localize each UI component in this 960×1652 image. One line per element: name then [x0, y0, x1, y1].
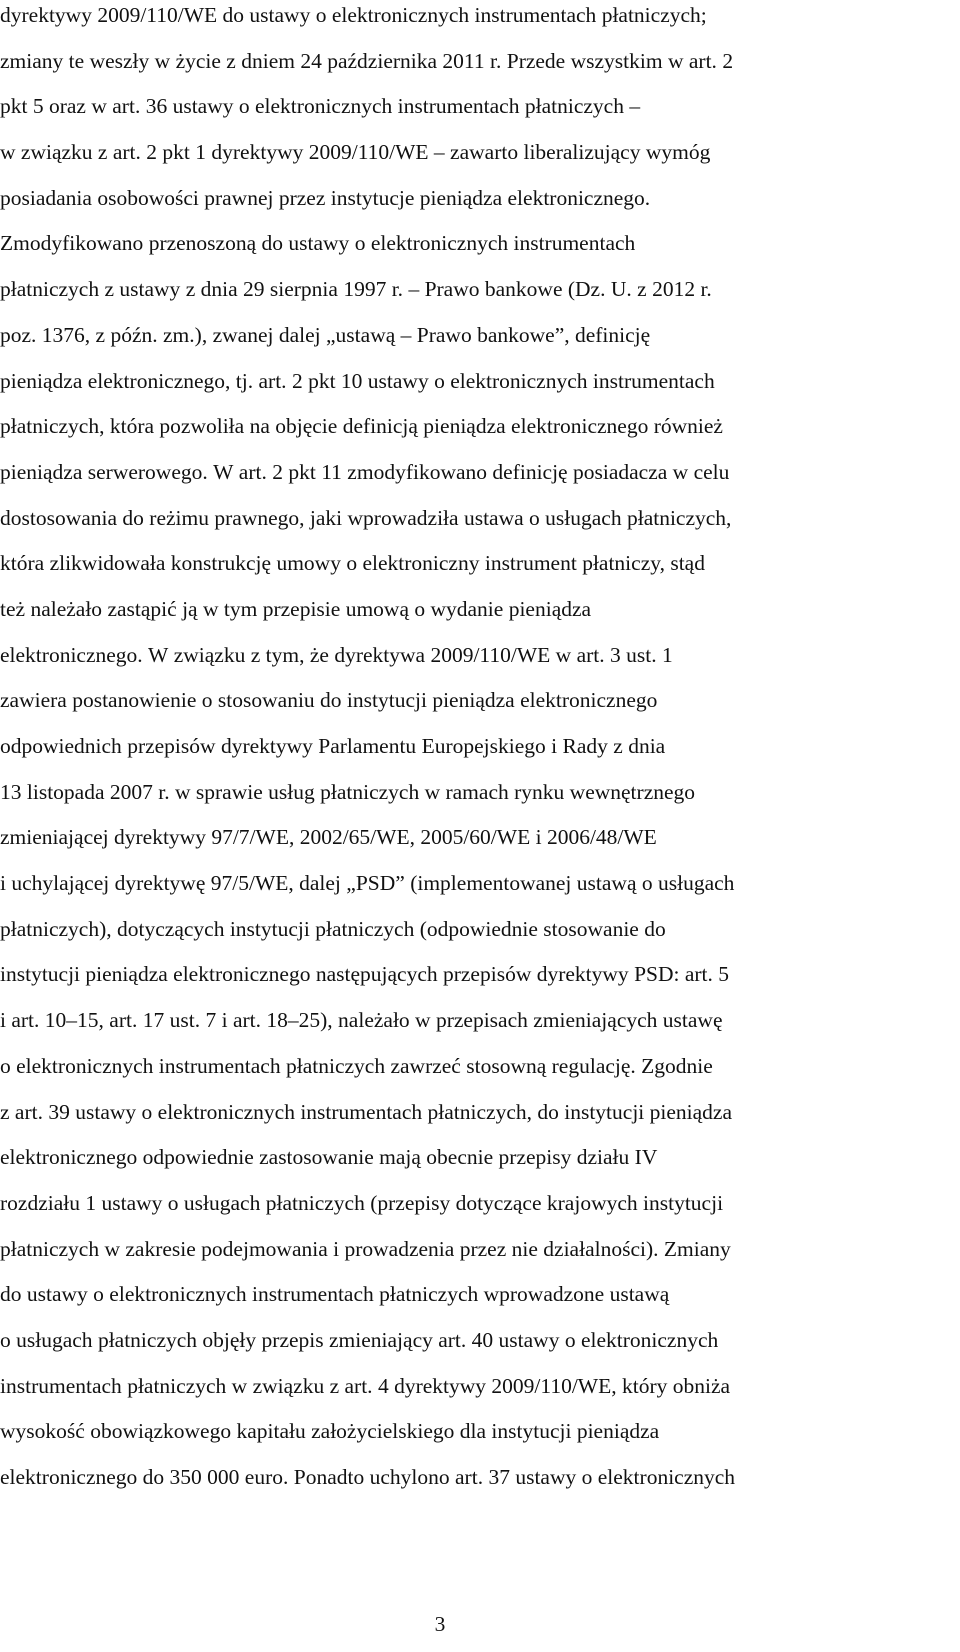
text-line: płatniczych, która pozwoliła na objęcie definicją pieniądza elektronicznego również [0, 414, 723, 439]
text-line: i uchylającej dyrektywę 97/5/WE, dalej „PSD” (implementowanej ustawą o usługach [0, 871, 735, 896]
text-line: posiadania osobowości prawnej przez instytucje pieniądza elektronicznego. [0, 185, 651, 210]
text-line: do ustawy o elektronicznych instrumentach płatniczych wprowadzone ustawą [0, 1282, 670, 1307]
text-line: z art. 39 ustawy o elektronicznych instrumentach płatniczych, do instytucji pieniądza [0, 1099, 733, 1124]
text-line: Zmodyfikowano przenoszoną do ustawy o elektronicznych instrumentach [0, 231, 636, 256]
text-line: płatniczych z ustawy z dnia 29 sierpnia 1997 r. – Prawo bankowe (Dz. U. z 2012 r. [0, 277, 712, 302]
text-line: 13 listopada 2007 r. w sprawie usług płatniczych w ramach rynku wewnętrznego [0, 779, 696, 804]
text-line: o elektronicznych instrumentach płatniczych zawrzeć stosowną regulację. Zgodnie [0, 1053, 713, 1078]
text-line: płatniczych), dotyczących instytucji płatniczych (odpowiednie stosowanie do [0, 916, 666, 941]
text-line: zawiera postanowienie o stosowaniu do instytucji pieniądza elektronicznego [0, 688, 658, 713]
text-line: płatniczych w zakresie podejmowania i prowadzenia przez nie działalności). Zmiany [0, 1236, 731, 1261]
text-line: dyrektywy 2009/110/WE do ustawy o elektronicznych instrumentach płatniczych; [0, 3, 707, 27]
text-line: dostosowania do reżimu prawnego, jaki wprowadziła ustawa o usługach płatniczych, [0, 505, 732, 530]
text-line: pkt 5 oraz w art. 36 ustawy o elektronicznych instrumentach płatniczych – [0, 94, 641, 119]
text-line: pieniądza elektronicznego, tj. art. 2 pkt 10 ustawy o elektronicznych instrumentach [0, 368, 715, 393]
text-line: też należało zastąpić ją w tym przepisie umową o wydanie pieniądza [0, 596, 592, 621]
text-line: i art. 10–15, art. 17 ust. 7 i art. 18–25), należało w przepisach zmieniających ustawę [0, 1008, 723, 1033]
text-line: odpowiednich przepisów dyrektywy Parlamentu Europejskiego i Rady z dnia [0, 734, 666, 758]
page-number: 3 [434, 1612, 446, 1636]
text-line: o usługach płatniczych objęły przepis zmieniający art. 40 ustawy o elektronicznych [0, 1327, 719, 1352]
text-line: pieniądza serwerowego. W art. 2 pkt 11 zmodyfikowano definicję posiadacza w celu [0, 459, 730, 484]
text-line: zmieniającej dyrektywy 97/7/WE, 2002/65/WE, 2005/60/WE i 2006/48/WE [0, 825, 657, 850]
text-line: poz. 1376, z późn. zm.), zwanej dalej „ustawą – Prawo bankowe”, definicję [0, 322, 651, 347]
text-line: elektronicznego do 350 000 euro. Ponadto uchylono art. 37 ustawy o elektronicznych [0, 1465, 736, 1489]
text-line: instytucji pieniądza elektronicznego następujących przepisów dyrektywy PSD: art. 5 [0, 962, 730, 987]
text-line: zmiany te weszły w życie z dniem 24 października 2011 r. Przede wszystkim w art. 2 [0, 48, 734, 73]
text-line: w związku z art. 2 pkt 1 dyrektywy 2009/110/WE – zawarto liberalizujący wymóg [0, 140, 711, 165]
text-line: instrumentach płatniczych w związku z art. 4 dyrektywy 2009/110/WE, który obniża [0, 1373, 731, 1398]
text-line: która zlikwidowała konstrukcję umowy o elektroniczny instrument płatniczy, stąd [0, 551, 705, 576]
text-line: elektronicznego. W związku z tym, że dyrektywa 2009/110/WE w art. 3 ust. 1 [0, 642, 673, 667]
text-line: elektronicznego odpowiednie zastosowanie mają obecnie przepisy działu IV [0, 1145, 658, 1170]
text-line: wysokość obowiązkowego kapitału założycielskiego dla instytucji pieniądza [0, 1419, 660, 1444]
text-line: rozdziału 1 ustawy o usługach płatniczych (przepisy dotyczące krajowych instytucji [0, 1190, 724, 1215]
